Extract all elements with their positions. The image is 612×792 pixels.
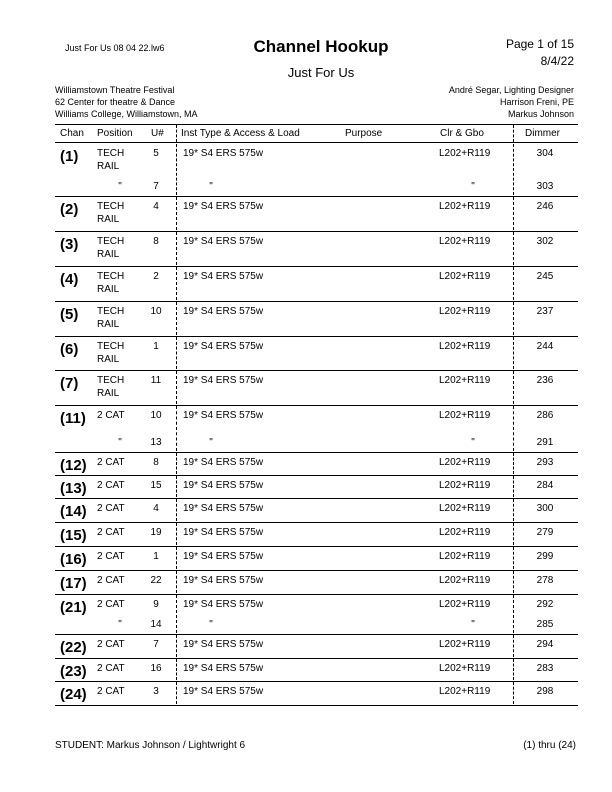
col-header-position: Position [97, 128, 133, 139]
col-header-color: Clr & Gbo [440, 128, 484, 139]
unit-number: 19 [150, 527, 162, 538]
instrument-type: 19* S4 ERS 575w [183, 527, 264, 538]
instrument-type: 19* S4 ERS 575w [183, 341, 264, 352]
file-name: Just For Us 08 04 22.lw6 [65, 43, 165, 53]
column-divider-inst [176, 232, 177, 265]
instrument-type: " [209, 619, 213, 630]
staff-line: Markus Johnson [507, 109, 574, 119]
venue-line: 62 Center for theatre & Dance [55, 97, 176, 107]
column-divider-inst [176, 197, 177, 230]
position: " [118, 619, 122, 630]
column-divider-dimmer [513, 144, 514, 195]
staff-info [449, 84, 574, 120]
color-gobo: L202+R119 [439, 599, 491, 610]
staff-line: André Segar, Lighting Designer [448, 85, 574, 95]
table-row [0, 266, 612, 301]
column-divider-inst [176, 453, 177, 474]
column-divider-inst [176, 595, 177, 633]
dimmer: 237 [536, 306, 554, 317]
table-row [0, 231, 612, 266]
dimmer: 246 [536, 201, 554, 212]
channel-number: (15) [60, 527, 87, 544]
column-divider-inst [176, 144, 177, 195]
color-gobo: L202+R119 [439, 306, 491, 317]
column-divider-dimmer [513, 302, 514, 335]
table-row [0, 452, 612, 475]
unit-number: 4 [153, 201, 159, 212]
table-row [0, 336, 612, 370]
position: 2 CAT [97, 457, 125, 468]
table-row [0, 634, 612, 658]
instrument-type: 19* S4 ERS 575w [183, 148, 264, 159]
instrument-type: 19* S4 ERS 575w [183, 639, 264, 650]
color-gobo: L202+R119 [439, 639, 491, 650]
column-divider-dimmer [513, 267, 514, 300]
header-divider-inst [176, 125, 177, 142]
instrument-type: " [209, 437, 213, 448]
dimmer: 298 [536, 686, 554, 697]
table-row [0, 594, 612, 634]
unit-number: 4 [153, 503, 159, 514]
instrument-type: 19* S4 ERS 575w [183, 410, 264, 421]
dimmer: 284 [536, 480, 554, 491]
channel-number: (24) [60, 686, 87, 703]
column-divider-inst [176, 523, 177, 545]
header-rule-top [55, 124, 578, 125]
position: 2 CAT [97, 480, 125, 491]
position: TECH RAIL [97, 271, 125, 295]
instrument-type: 19* S4 ERS 575w [183, 663, 264, 674]
unit-number: 10 [150, 306, 162, 317]
column-divider-dimmer [513, 682, 514, 704]
position: TECH RAIL [97, 236, 125, 260]
instrument-type: " [209, 181, 213, 192]
color-gobo: " [471, 181, 475, 192]
color-gobo: L202+R119 [439, 457, 491, 468]
column-divider-dimmer [513, 406, 514, 451]
unit-number: 1 [153, 551, 159, 562]
instrument-type: 19* S4 ERS 575w [183, 375, 264, 386]
instrument-type: 19* S4 ERS 575w [183, 575, 264, 586]
color-gobo: L202+R119 [439, 201, 491, 212]
channel-range: (1) thru (24) [523, 740, 576, 751]
column-divider-dimmer [513, 635, 514, 657]
color-gobo: L202+R119 [439, 686, 491, 697]
unit-number: 7 [153, 639, 159, 650]
dimmer: 293 [536, 457, 554, 468]
color-gobo: L202+R119 [439, 410, 491, 421]
dimmer: 286 [536, 410, 554, 421]
position: TECH RAIL [97, 201, 125, 225]
position: 2 CAT [97, 686, 125, 697]
column-divider-inst [176, 659, 177, 680]
dimmer: 302 [536, 236, 554, 247]
report-date: 8/4/22 [540, 54, 574, 68]
dimmer: 292 [536, 599, 554, 610]
page-title: Channel Hookup [253, 37, 389, 56]
instrument-type: 19* S4 ERS 575w [183, 236, 264, 247]
col-header-inst: Inst Type & Access & Load [181, 128, 300, 139]
channel-number: (12) [60, 457, 87, 474]
dimmer: 304 [536, 148, 554, 159]
position: 2 CAT [97, 663, 125, 674]
table-row [0, 658, 612, 681]
position: 2 CAT [97, 527, 125, 538]
position: 2 CAT [97, 410, 125, 421]
column-divider-dimmer [513, 371, 514, 404]
color-gobo: L202+R119 [439, 527, 491, 538]
channel-number: (4) [60, 271, 79, 288]
color-gobo: L202+R119 [439, 480, 491, 491]
table-row [0, 143, 612, 196]
column-divider-inst [176, 682, 177, 704]
dimmer: 291 [536, 437, 554, 448]
column-divider-dimmer [513, 499, 514, 521]
channel-number: (17) [60, 575, 87, 592]
column-divider-dimmer [513, 547, 514, 569]
column-divider-dimmer [513, 476, 514, 497]
color-gobo: L202+R119 [439, 575, 491, 586]
position: 2 CAT [97, 599, 125, 610]
column-divider-inst [176, 635, 177, 657]
column-divider-inst [176, 302, 177, 335]
unit-number: 10 [150, 410, 162, 421]
color-gobo: " [471, 619, 475, 630]
column-divider-dimmer [513, 453, 514, 474]
table-row [0, 546, 612, 570]
instrument-type: 19* S4 ERS 575w [183, 457, 264, 468]
unit-number: 14 [150, 619, 162, 630]
position: TECH RAIL [97, 375, 125, 399]
position: 2 CAT [97, 503, 125, 514]
unit-number: 5 [153, 148, 159, 159]
venue-line: Williamstown Theatre Festival [55, 85, 175, 95]
position: " [118, 437, 122, 448]
student-credit: STUDENT: Markus Johnson / Lightwright 6 [55, 740, 246, 751]
column-divider-dimmer [513, 197, 514, 230]
instrument-type: 19* S4 ERS 575w [183, 306, 264, 317]
color-gobo: L202+R119 [439, 148, 491, 159]
color-gobo: L202+R119 [439, 341, 491, 352]
position: TECH RAIL [97, 306, 125, 330]
color-gobo: L202+R119 [439, 663, 491, 674]
channel-number: (22) [60, 639, 87, 656]
col-header-chan: Chan [60, 128, 84, 139]
column-divider-inst [176, 371, 177, 404]
dimmer: 285 [536, 619, 554, 630]
dimmer: 303 [536, 181, 554, 192]
table-row [0, 681, 612, 705]
dimmer: 279 [536, 527, 554, 538]
channel-number: (7) [60, 375, 79, 392]
channel-number: (1) [60, 148, 79, 165]
table-row [0, 475, 612, 498]
unit-number: 8 [153, 457, 159, 468]
table-row [0, 196, 612, 231]
column-divider-inst [176, 547, 177, 569]
position: " [118, 181, 122, 192]
column-divider-inst [176, 406, 177, 451]
dimmer: 283 [536, 663, 554, 674]
color-gobo: L202+R119 [439, 503, 491, 514]
col-header-purpose: Purpose [345, 128, 383, 139]
column-divider-dimmer [513, 337, 514, 369]
row-divider [55, 705, 578, 706]
unit-number: 11 [150, 375, 162, 386]
dimmer: 244 [536, 341, 554, 352]
table-row [0, 498, 612, 522]
dimmer: 299 [536, 551, 554, 562]
position: TECH RAIL [97, 148, 125, 172]
instrument-type: 19* S4 ERS 575w [183, 480, 264, 491]
staff-line: Harrison Freni, PE [499, 97, 574, 107]
venue-line: Williams College, Williamstown, MA [55, 109, 198, 119]
color-gobo: L202+R119 [439, 271, 491, 282]
unit-number: 8 [153, 236, 159, 247]
channel-number: (2) [60, 201, 79, 218]
channel-number: (6) [60, 341, 79, 358]
column-divider-dimmer [513, 571, 514, 593]
color-gobo: L202+R119 [439, 236, 491, 247]
dimmer: 245 [536, 271, 554, 282]
unit-number: 3 [153, 686, 159, 697]
column-divider-inst [176, 267, 177, 300]
channel-number: (16) [60, 551, 87, 568]
table-row [0, 570, 612, 594]
column-divider-dimmer [513, 523, 514, 545]
position: 2 CAT [97, 639, 125, 650]
dimmer: 294 [536, 639, 554, 650]
column-divider-dimmer [513, 659, 514, 680]
unit-number: 7 [153, 181, 159, 192]
dimmer: 278 [536, 575, 554, 586]
table-row [0, 301, 612, 336]
channel-number: (11) [60, 410, 86, 427]
venue-info [55, 84, 198, 120]
unit-number: 15 [150, 480, 162, 491]
instrument-type: 19* S4 ERS 575w [183, 551, 264, 562]
instrument-type: 19* S4 ERS 575w [183, 599, 264, 610]
position: TECH RAIL [97, 341, 125, 365]
instrument-type: 19* S4 ERS 575w [183, 201, 264, 212]
column-divider-dimmer [513, 595, 514, 633]
show-title: Just For Us [287, 65, 355, 80]
col-header-dimmer: Dimmer [525, 128, 560, 139]
col-header-unit: U# [151, 128, 164, 139]
unit-number: 16 [150, 663, 162, 674]
unit-number: 9 [153, 599, 159, 610]
column-divider-inst [176, 571, 177, 593]
unit-number: 22 [150, 575, 162, 586]
channel-number: (3) [60, 236, 79, 253]
column-divider-inst [176, 337, 177, 369]
position: 2 CAT [97, 551, 125, 562]
color-gobo: " [471, 437, 475, 448]
color-gobo: L202+R119 [439, 551, 491, 562]
color-gobo: L202+R119 [439, 375, 491, 386]
instrument-type: 19* S4 ERS 575w [183, 686, 264, 697]
table-row [0, 405, 612, 452]
page-number: Page 1 of 15 [505, 37, 574, 51]
channel-number: (5) [60, 306, 79, 323]
column-divider-inst [176, 499, 177, 521]
column-divider-inst [176, 476, 177, 497]
position: 2 CAT [97, 575, 125, 586]
instrument-type: 19* S4 ERS 575w [183, 271, 264, 282]
unit-number: 13 [150, 437, 162, 448]
dimmer: 300 [536, 503, 554, 514]
channel-number: (21) [60, 599, 87, 616]
channel-number: (14) [60, 503, 87, 520]
channel-number: (23) [60, 663, 87, 680]
channel-number: (13) [60, 480, 87, 497]
instrument-type: 19* S4 ERS 575w [183, 503, 264, 514]
unit-number: 2 [153, 271, 159, 282]
column-divider-dimmer [513, 232, 514, 265]
unit-number: 1 [153, 341, 159, 352]
dimmer: 236 [536, 375, 554, 386]
table-row [0, 370, 612, 405]
header-divider-dimmer [513, 125, 514, 142]
table-row [0, 522, 612, 546]
